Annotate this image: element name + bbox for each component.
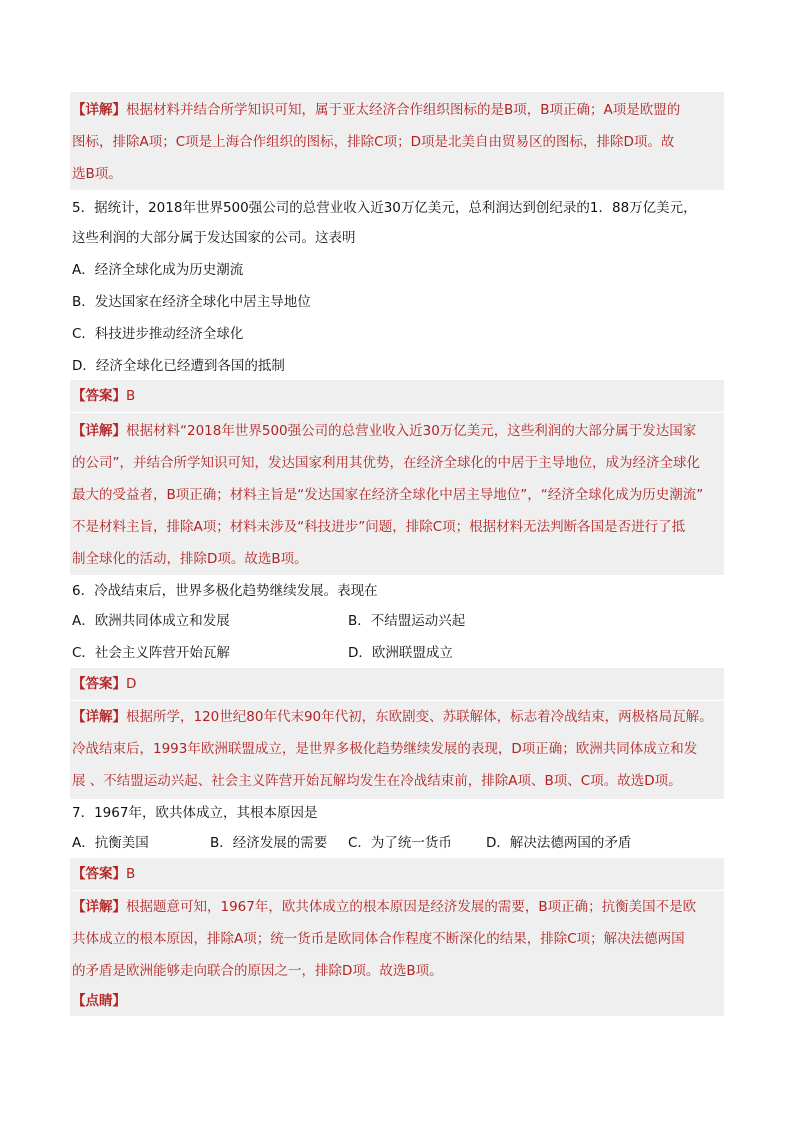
detail-line: 选B项。 (72, 166, 122, 182)
q5-option-d: D．经济全球化已经遭到各国的抵制 (72, 358, 285, 374)
detail-line: 【详解】根据材料并结合所学知识可知，属于亚太经济合作组织图标的是B项，B项正确；A项是欧盟的 (72, 102, 681, 118)
q5-option-c: C．科技进步推动经济全球化 (72, 326, 244, 342)
q5-option-a: A．经济全球化成为历史潮流 (72, 262, 244, 278)
q6-stem: 6．冷战结束后，世界多极化趋势继续发展。表现在 (72, 583, 378, 599)
q5-stem-line1: 5．据统计，2018年世界500强公司的总营业收入近30万亿美元，总利润达到创纪录的1．88万亿美元， (72, 200, 697, 216)
q7-option-b: B．经济发展的需要 (210, 835, 328, 851)
q6-option-b: B．不结盟运动兴起 (348, 613, 466, 629)
q6-option-a: A．欧洲共同体成立和发展 (72, 613, 230, 629)
detail-tag: 【详解】 (72, 102, 126, 118)
detail-tag: 【详解】 (72, 423, 126, 439)
detail-line: 制全球化的活动，排除D项。故选B项。 (72, 551, 308, 567)
detail-line: 【详解】根据题意可知，1967年，欧共体成立的根本原因是经济发展的需要，B项正确；抗衡美国不是欧 (72, 899, 697, 915)
detail-line: 图标，排除A项；C项是上海合作组织的图标，排除C项；D项是北美自由贸易区的图标，排除D项。故 (72, 134, 675, 150)
detail-box-prev (70, 92, 724, 190)
answer-tag: 【答案】 (72, 388, 126, 404)
answer-line (72, 858, 720, 890)
detail-line: 最大的受益者，B项正确；材料主旨是“发达国家在经济全球化中居主导地位”，“经济全球化成为历史潮流” (72, 487, 704, 503)
q5-option-b: B．发达国家在经济全球化中居主导地位 (72, 294, 311, 310)
detail-tag: 【详解】 (72, 709, 126, 725)
answer-value: B (126, 866, 136, 882)
q7-stem: 7．1967年，欧共体成立，其根本原因是 (72, 805, 318, 821)
detail-line: 不是材料主旨，排除A项；材料未涉及“科技进步”问题，排除C项；根据材料无法判断各国是否进行了抵 (72, 519, 686, 535)
detail-tag: 【详解】 (72, 899, 126, 915)
answer-box-q7 (70, 858, 724, 890)
q5-stem-line2: 这些利润的大部分属于发达国家的公司。这表明 (72, 230, 356, 246)
point-line (72, 985, 720, 1017)
detail-line: 的公司”，并结合所学知识可知，发达国家利用其优势，在经济全球化的中居于主导地位，成为经济全球化 (72, 455, 700, 471)
answer-line (72, 668, 720, 700)
detail-line: 的矛盾是欧洲能够走向联合的原因之一，排除D项。故选B项。 (72, 963, 443, 979)
q7-option-a: A．抗衡美国 (72, 835, 149, 851)
answer-line (72, 380, 720, 412)
detail-line: 【详解】根据材料“2018年世界500强公司的总营业收入近30万亿美元，这些利润的大部分属于发达国家 (72, 423, 697, 439)
detail-box-q6 (70, 701, 724, 799)
point-tag: 【点睛】 (72, 993, 126, 1009)
answer-box-q5 (70, 380, 724, 412)
answer-tag: 【答案】 (72, 866, 126, 882)
q6-option-d: D．欧洲联盟成立 (348, 645, 453, 661)
answer-tag: 【答案】 (72, 676, 126, 692)
detail-line: 展 、不结盟运动兴起、社会主义阵营开始瓦解均发生在冷战结束前，排除A项、B项、C项。故选D项。 (72, 773, 682, 789)
detail-box-q5 (70, 413, 724, 575)
q6-options-row2 (72, 637, 720, 669)
answer-value: D (126, 676, 137, 692)
point-box-q7 (70, 986, 724, 1016)
detail-line: 【详解】根据所学，120世纪80年代末90年代初，东欧剧变、苏联解体，标志着冷战结束，两极格局瓦解。 (72, 709, 713, 725)
q6-option-c: C．社会主义阵营开始瓦解 (72, 645, 230, 661)
detail-line: 冷战结束后，1993年欧洲联盟成立，是世界多极化趋势继续发展的表现，D项正确；欧洲共同体成立和发 (72, 741, 698, 757)
q7-option-d: D．解决法德两国的矛盾 (486, 835, 632, 851)
q7-option-c: C．为了统一货币 (348, 835, 452, 851)
answer-box-q6 (70, 668, 724, 700)
q7-options-row (72, 827, 720, 859)
detail-line: 共体成立的根本原因，排除A项；统一货币是欧同体合作程度不断深化的结果，排除C项；解决法德两国 (72, 931, 685, 947)
detail-box-q7 (70, 891, 724, 989)
answer-value: B (126, 388, 136, 404)
q6-options-row1 (72, 605, 720, 637)
